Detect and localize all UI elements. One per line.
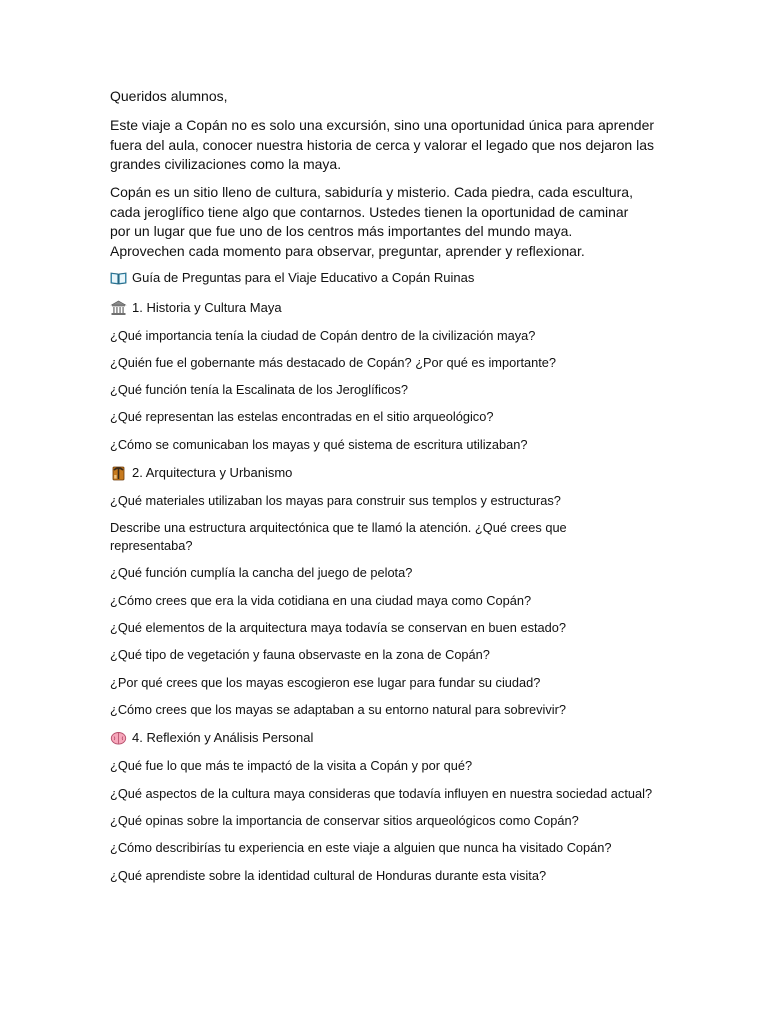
question: ¿Qué función tenía la Escalinata de los Jeroglíficos?	[110, 382, 409, 397]
classical-building-icon	[110, 300, 127, 316]
question: ¿Qué opinas sobre la importancia de conservar sitios arqueológicos como Copán?	[110, 813, 579, 828]
intro-line: Aprovechen cada momento para observar, preguntar, aprender y reflexionar.	[110, 242, 585, 259]
section-heading	[110, 299, 282, 317]
question: ¿Qué tipo de vegetación y fauna observaste en la zona de Copán?	[110, 647, 490, 662]
question: ¿Qué aspectos de la cultura maya consideras que todavía influyen en nuestra sociedad actual?	[110, 786, 653, 801]
section-title: 4. Reflexión y Análisis Personal	[132, 730, 314, 745]
pick-tool-icon	[110, 465, 127, 481]
brain-icon	[110, 730, 127, 746]
intro-line: fuera del aula, conocer nuestra historia de cerca y valorar el legado que nos dejaron las	[110, 136, 654, 153]
question: representaba?	[110, 538, 193, 553]
question: ¿Qué representan las estelas encontradas en el sitio arqueológico?	[110, 409, 494, 424]
question: ¿Por qué crees que los mayas escogieron ese lugar para fundar su ciudad?	[110, 675, 541, 690]
open-book-icon	[110, 270, 127, 286]
intro-line: por un lugar que fue uno de los centros más importantes del mundo maya.	[110, 223, 573, 239]
question: ¿Cómo crees que era la vida cotidiana en una ciudad maya como Copán?	[110, 593, 532, 608]
section-heading	[110, 464, 292, 482]
question: Describe una estructura arquitectónica que te llamó la atención. ¿Qué crees que	[110, 520, 567, 535]
question: ¿Cómo crees que los mayas se adaptaban a su entorno natural para sobrevivir?	[110, 702, 566, 717]
section-title: 2. Arquitectura y Urbanismo	[132, 465, 293, 480]
section-heading	[110, 729, 313, 747]
greeting: Queridos alumnos,	[110, 88, 228, 104]
intro-line: Copán es un sitio lleno de cultura, sabiduría y misterio. Cada piedra, cada escultura,	[110, 184, 633, 200]
question: ¿Qué función cumplía la cancha del juego de pelota?	[110, 565, 413, 580]
question: ¿Qué materiales utilizaban los mayas para construir sus templos y estructuras?	[110, 493, 561, 508]
question: ¿Qué elementos de la arquitectura maya todavía se conservan en buen estado?	[110, 620, 566, 635]
guide-title-text: Guía de Preguntas para el Viaje Educativo a Copán Ruinas	[132, 270, 475, 285]
intro-line: cada jeroglífico tiene algo que contarnos. Ustedes tienen la oportunidad de caminar	[110, 203, 629, 220]
question: ¿Qué fue lo que más te impactó de la visita a Copán y por qué?	[110, 758, 473, 773]
question: ¿Qué aprendiste sobre la identidad cultural de Honduras durante esta visita?	[110, 868, 547, 883]
section-title: 1. Historia y Cultura Maya	[132, 300, 282, 315]
intro-line: grandes civilizaciones como la maya.	[110, 156, 342, 172]
guide-title	[110, 269, 474, 287]
question: ¿Qué importancia tenía la ciudad de Copán dentro de la civilización maya?	[110, 328, 536, 343]
question: ¿Cómo describirías tu experiencia en este viaje a alguien que nunca ha visitado Copán?	[110, 840, 612, 855]
intro-line: Este viaje a Copán no es solo una excursión, sino una oportunidad única para aprender	[110, 117, 655, 133]
question: ¿Cómo se comunicaban los mayas y qué sistema de escritura utilizaban?	[110, 437, 528, 452]
question: ¿Quién fue el gobernante más destacado de Copán? ¿Por qué es importante?	[110, 355, 557, 370]
